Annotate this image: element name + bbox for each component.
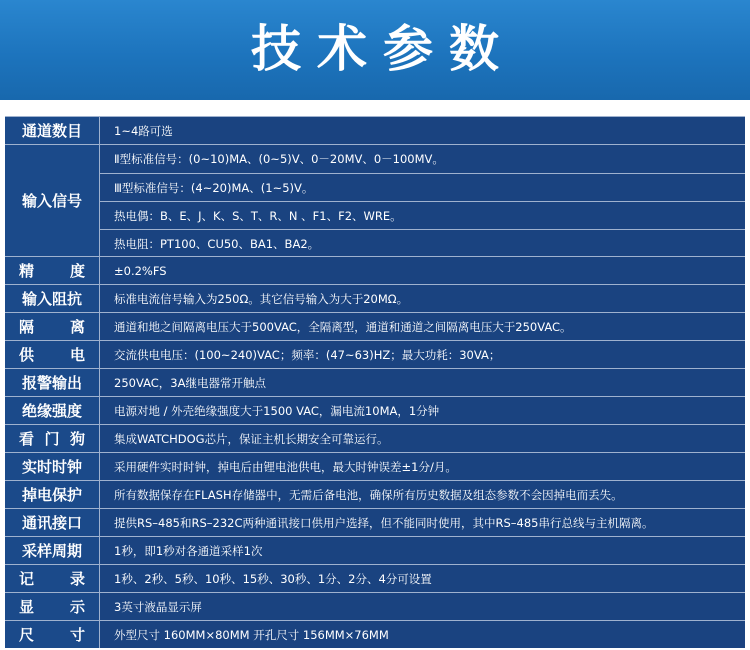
spec-value: 1~4路可选	[114, 124, 173, 138]
spec-value: 电源对地 / 外壳绝缘强度大于1500 VAC，漏电流10MA，1分钟	[114, 404, 440, 418]
spec-value: Ⅲ型标准信号：(4~20)MA、(1~5)V。	[100, 173, 745, 201]
spec-value-area	[100, 593, 745, 620]
spec-value-area	[100, 257, 745, 284]
spec-label-char: 显	[19, 598, 35, 616]
spec-value: 集成WATCHDOG芯片，保证主机长期安全可靠运行。	[114, 432, 389, 446]
spec-row	[5, 508, 745, 536]
spec-label: 绝缘强度	[5, 397, 100, 424]
spec-row	[5, 340, 745, 368]
spec-value: 1秒，即1秒对各通道采样1次	[114, 544, 263, 558]
spec-label: 采样周期	[5, 537, 100, 564]
spec-label-char: 记	[19, 570, 35, 588]
spec-row	[5, 396, 745, 424]
spec-row	[5, 368, 745, 396]
spec-row	[5, 424, 745, 452]
spec-row	[5, 284, 745, 312]
spec-label: 实时时钟	[5, 453, 100, 480]
spec-value: 通道和地之间隔离电压大于500VAC，全隔离型，通道和通道之间隔离电压大于250VAC。	[114, 320, 572, 334]
spec-row	[5, 536, 745, 564]
spec-row	[5, 256, 745, 284]
spec-label	[5, 593, 100, 620]
spec-label: 输入阻抗	[5, 285, 100, 312]
page-title: 技术参数	[251, 20, 515, 78]
spec-label	[5, 341, 100, 368]
spec-row	[5, 144, 745, 256]
spec-value: Ⅱ型标准信号：(0~10)MA、(0~5)V、0－20MV、0－100MV。	[114, 152, 444, 166]
spec-label: 报警输出	[5, 369, 100, 396]
spec-label-char: 电	[69, 346, 85, 364]
spec-value: 热电阻：PT100、CU50、BA1、BA2。	[100, 229, 745, 257]
spec-label-char: 寸	[69, 626, 85, 644]
spec-value-area	[100, 145, 745, 256]
spec-value: 提供RS–485和RS–232C两种通讯接口供用户选择，但不能同时使用，其中RS–485串行总线与主机隔离。	[114, 516, 654, 530]
spec-label-char: 录	[69, 570, 85, 588]
spec-value-area	[100, 565, 745, 592]
spec-value: ±0.2%FS	[114, 264, 167, 278]
spec-label-char: 隔	[19, 318, 35, 336]
spec-label: 通讯接口	[5, 509, 100, 536]
spec-value-area	[100, 621, 745, 648]
spec-value: 采用硬件实时时钟，掉电后由锂电池供电，最大时钟误差±1分/月。	[114, 460, 457, 474]
spec-value-area	[100, 341, 745, 368]
spec-label	[5, 565, 100, 592]
spec-value: 外型尺寸 160MM×80MM 开孔尺寸 156MM×76MM	[114, 628, 389, 642]
spec-label: 通道数目	[5, 117, 100, 144]
spec-value-area	[100, 285, 745, 312]
spec-row	[5, 620, 745, 648]
spec-value-area	[100, 117, 745, 144]
spec-value: 热电偶：B、E、J、K、S、T、R、N 、F1、F2、WRE。	[100, 201, 745, 229]
spec-value-area	[100, 481, 745, 508]
spec-row	[5, 480, 745, 508]
spec-label	[5, 621, 100, 648]
spec-value: 250VAC，3A继电器常开触点	[114, 376, 266, 390]
spec-label: 掉电保护	[5, 481, 100, 508]
spec-value: 标准电流信号输入为250Ω。其它信号输入为大于20MΩ。	[114, 292, 409, 306]
spec-label-char: 尺	[19, 626, 35, 644]
spec-label: 输入信号	[5, 145, 100, 256]
spec-value-area	[100, 425, 745, 452]
spec-label	[5, 425, 100, 452]
spec-value-area	[100, 453, 745, 480]
spec-value-area	[100, 313, 745, 340]
spec-value: 3英寸液晶显示屏	[114, 600, 202, 614]
spec-value: 所有数据保存在FLASH存储器中，无需后备电池，确保所有历史数据及组态参数不会因掉电而丢失。	[114, 488, 623, 502]
spec-row	[5, 116, 745, 144]
spec-label	[5, 257, 100, 284]
spec-value: 1秒、2秒、5秒、10秒、15秒、30秒、1分、2分、4分可设置	[114, 572, 432, 586]
spec-label-char: 精	[19, 262, 35, 280]
spec-row	[5, 592, 745, 620]
spec-value-area	[100, 397, 745, 424]
spec-value-area	[100, 537, 745, 564]
spec-label-char: 门	[44, 430, 60, 448]
header-banner	[0, 0, 750, 100]
spec-label	[5, 313, 100, 340]
spec-label-char: 供	[19, 346, 35, 364]
spec-label-char: 看	[19, 430, 35, 448]
spec-row	[5, 564, 745, 592]
spec-label-char: 示	[69, 598, 85, 616]
spec-label-char: 度	[69, 262, 85, 280]
spec-value-area	[100, 369, 745, 396]
spec-row	[5, 452, 745, 480]
spec-value-area	[100, 509, 745, 536]
spec-table	[5, 116, 745, 648]
spec-row	[5, 312, 745, 340]
spec-label-char: 狗	[69, 430, 85, 448]
spec-value: 交流供电电压：(100~240)VAC；频率：(47~63)HZ；最大功耗：30VA；	[114, 348, 501, 362]
spec-label-char: 离	[69, 318, 85, 336]
